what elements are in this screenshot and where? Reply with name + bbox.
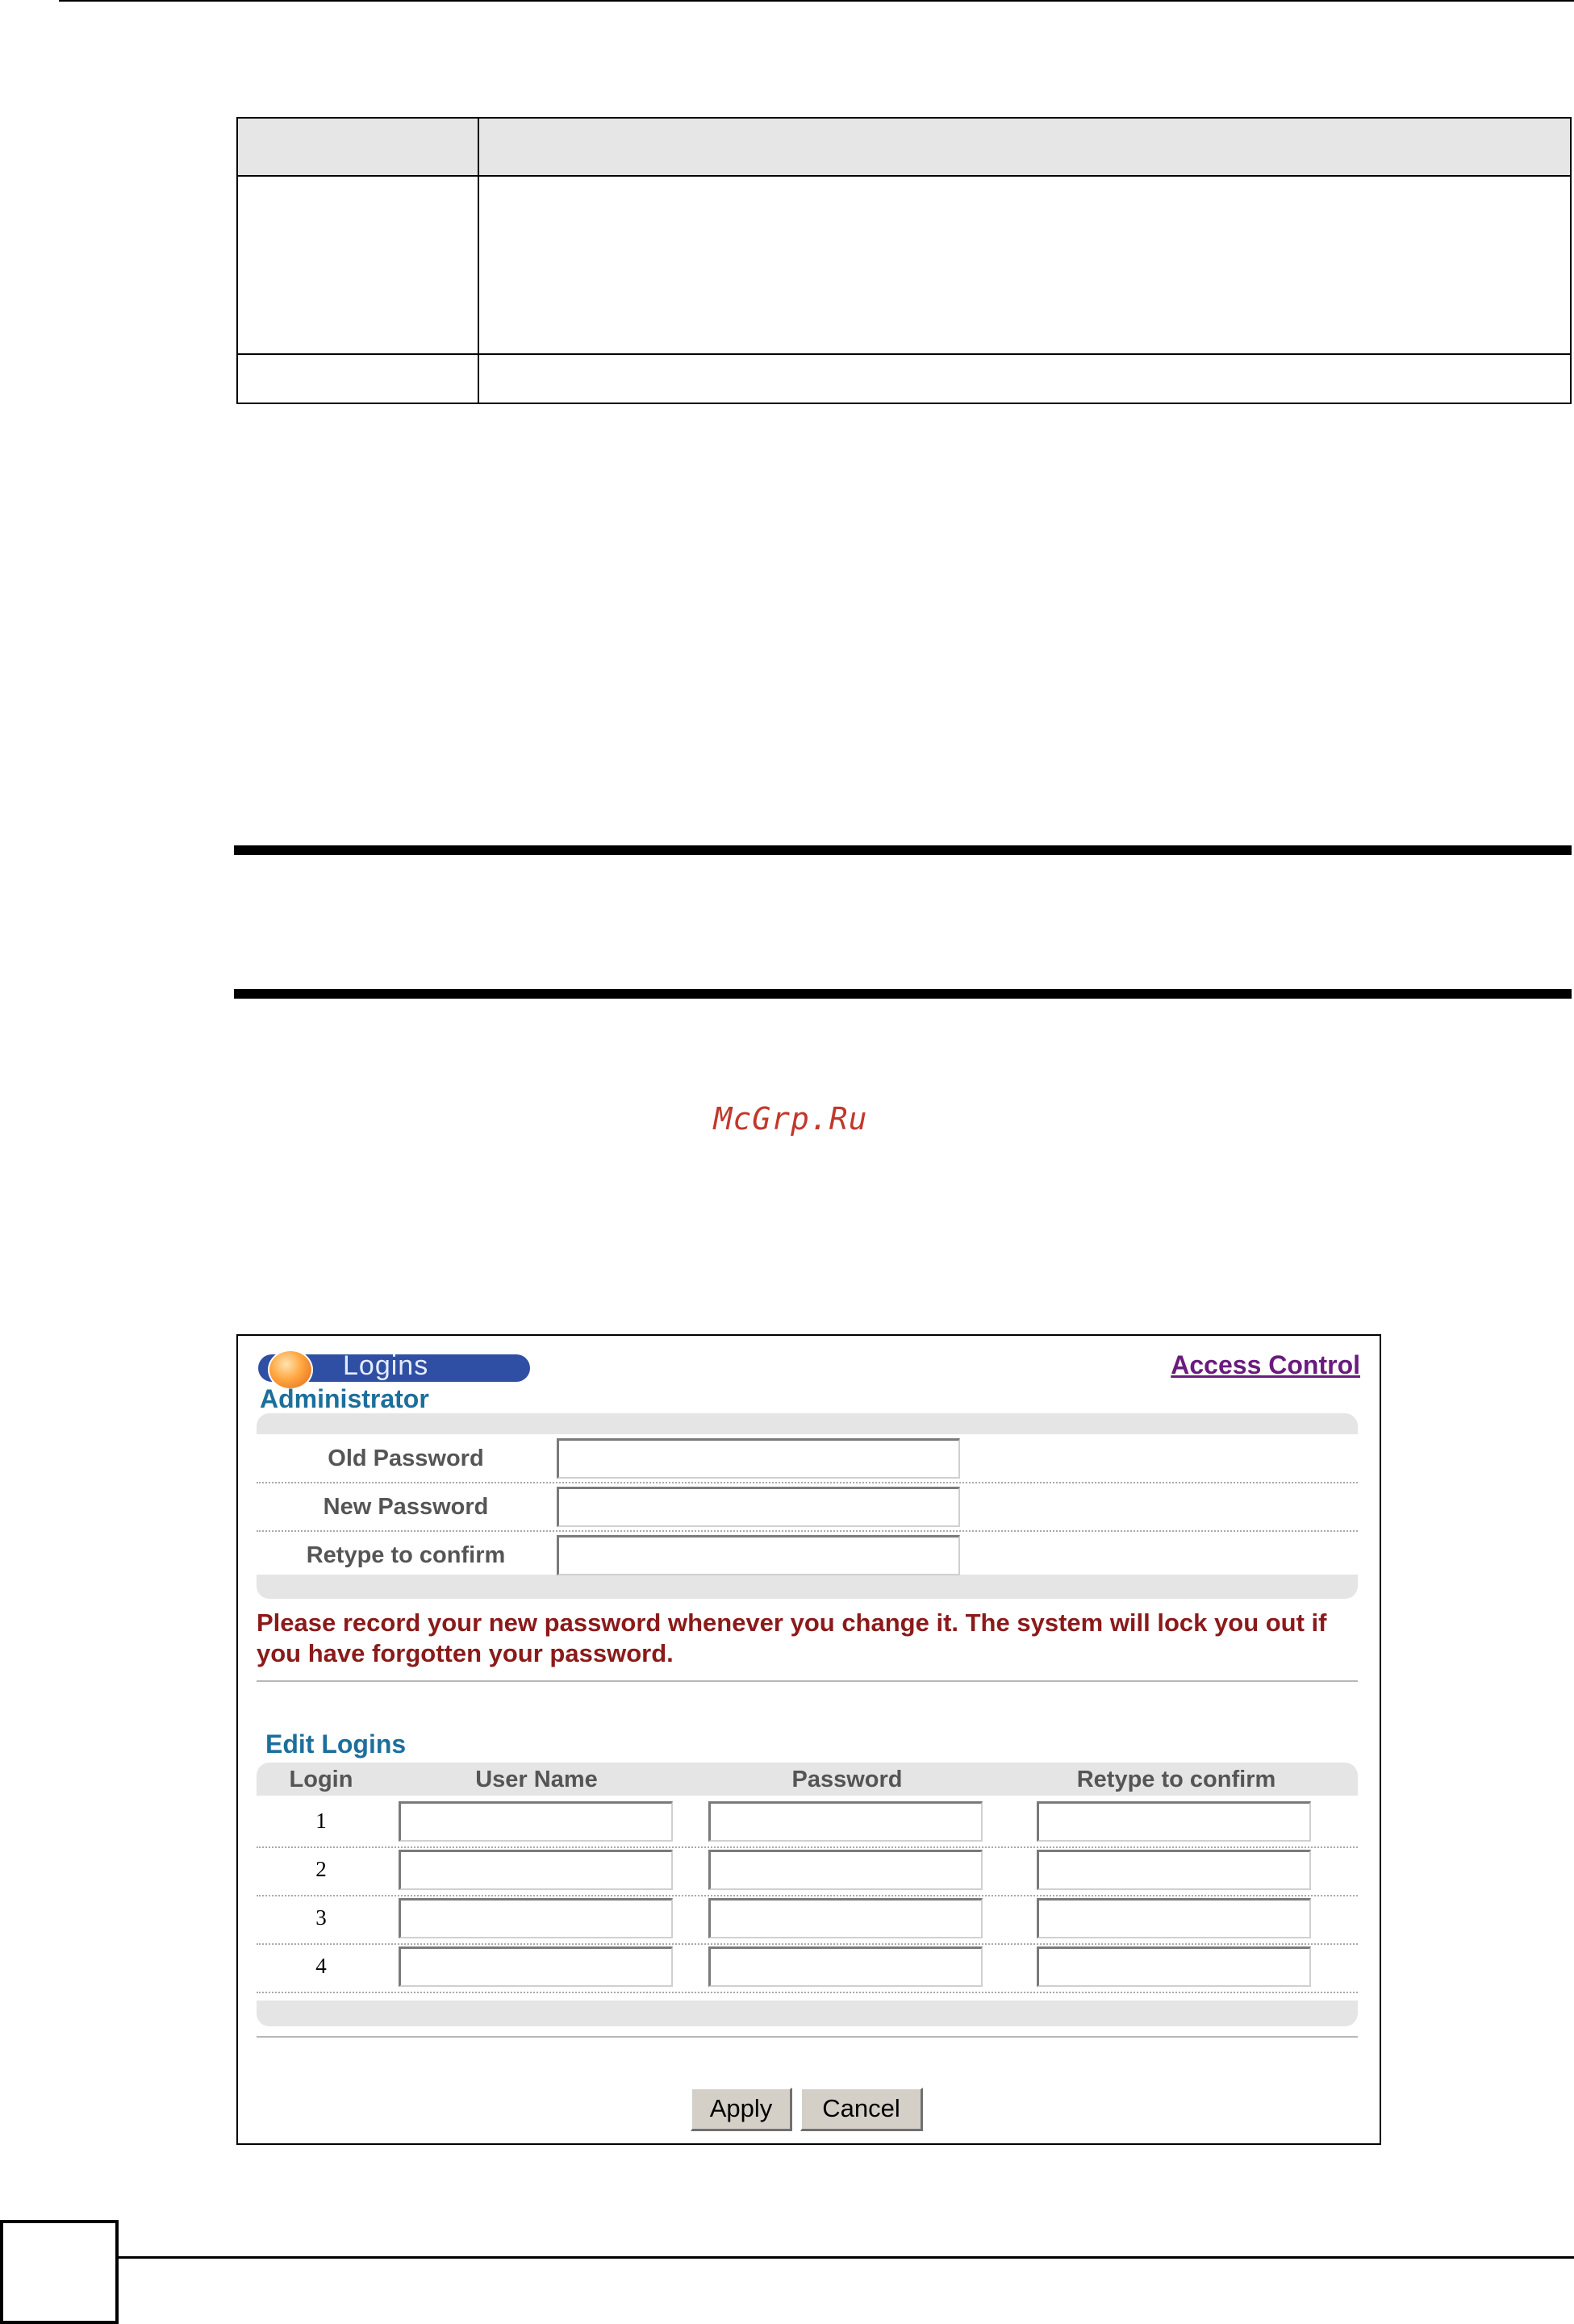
column-header-password: Password bbox=[791, 1767, 903, 1792]
user-name-input-1[interactable] bbox=[399, 1801, 673, 1842]
login-number: 4 bbox=[315, 1954, 327, 1978]
watermark-text: McGrp.Ru bbox=[713, 1101, 868, 1137]
password-input-4[interactable] bbox=[708, 1946, 983, 1987]
access-control-link[interactable]: Access Control bbox=[1171, 1350, 1360, 1379]
divider bbox=[257, 1680, 1358, 1682]
login-number: 3 bbox=[315, 1905, 327, 1930]
note-top-rule bbox=[234, 845, 1572, 855]
password-warning: Please record your new password whenever you change it. The system will lock you out if you have forgotten your password. bbox=[257, 1608, 1327, 1667]
column-header-retype: Retype to confirm bbox=[1076, 1767, 1276, 1792]
table-header-row bbox=[238, 119, 1570, 177]
row-separator bbox=[257, 1992, 1358, 1993]
row-separator bbox=[257, 1846, 1358, 1848]
retype-input-2[interactable] bbox=[1037, 1850, 1311, 1890]
password-input-1[interactable] bbox=[708, 1801, 983, 1842]
retype-input-1[interactable] bbox=[1037, 1801, 1311, 1842]
logins-screen bbox=[236, 1334, 1381, 2145]
retype-input-3[interactable] bbox=[1037, 1898, 1311, 1938]
old-password-field[interactable] bbox=[557, 1438, 960, 1479]
note-bottom-rule bbox=[234, 989, 1572, 999]
table-column-divider bbox=[478, 119, 479, 403]
apply-button[interactable]: Apply bbox=[691, 2088, 792, 2131]
user-name-input-4[interactable] bbox=[399, 1946, 673, 1987]
retype-password-field[interactable] bbox=[557, 1535, 960, 1575]
edit-logins-heading: Edit Logins bbox=[265, 1729, 407, 1759]
reference-table bbox=[236, 117, 1572, 404]
table-row-divider bbox=[238, 353, 1570, 355]
new-password-field[interactable] bbox=[557, 1487, 960, 1527]
login-number: 1 bbox=[315, 1809, 327, 1833]
column-header-login: Login bbox=[289, 1767, 353, 1792]
password-input-3[interactable] bbox=[708, 1898, 983, 1938]
row-separator bbox=[257, 1943, 1358, 1945]
retype-input-4[interactable] bbox=[1037, 1946, 1311, 1987]
row-separator bbox=[257, 1895, 1358, 1896]
old-password-label: Old Password bbox=[328, 1446, 484, 1471]
cancel-button[interactable]: Cancel bbox=[800, 2088, 923, 2131]
administrator-heading: Administrator bbox=[260, 1384, 429, 1413]
footer-rule bbox=[119, 2256, 1574, 2259]
retype-password-label: Retype to confirm bbox=[306, 1542, 506, 1568]
column-header-user-name: User Name bbox=[475, 1767, 598, 1792]
password-input-2[interactable] bbox=[708, 1850, 983, 1890]
row-separator bbox=[257, 1482, 1358, 1483]
row-separator bbox=[257, 1530, 1358, 1532]
page-number-box bbox=[0, 2220, 119, 2324]
login-number: 2 bbox=[315, 1857, 327, 1881]
divider bbox=[257, 2036, 1358, 2038]
screen-title: Logins bbox=[343, 1350, 429, 1381]
user-name-input-3[interactable] bbox=[399, 1898, 673, 1938]
user-name-input-2[interactable] bbox=[399, 1850, 673, 1890]
new-password-label: New Password bbox=[323, 1494, 489, 1520]
header-rule bbox=[59, 0, 1574, 2]
